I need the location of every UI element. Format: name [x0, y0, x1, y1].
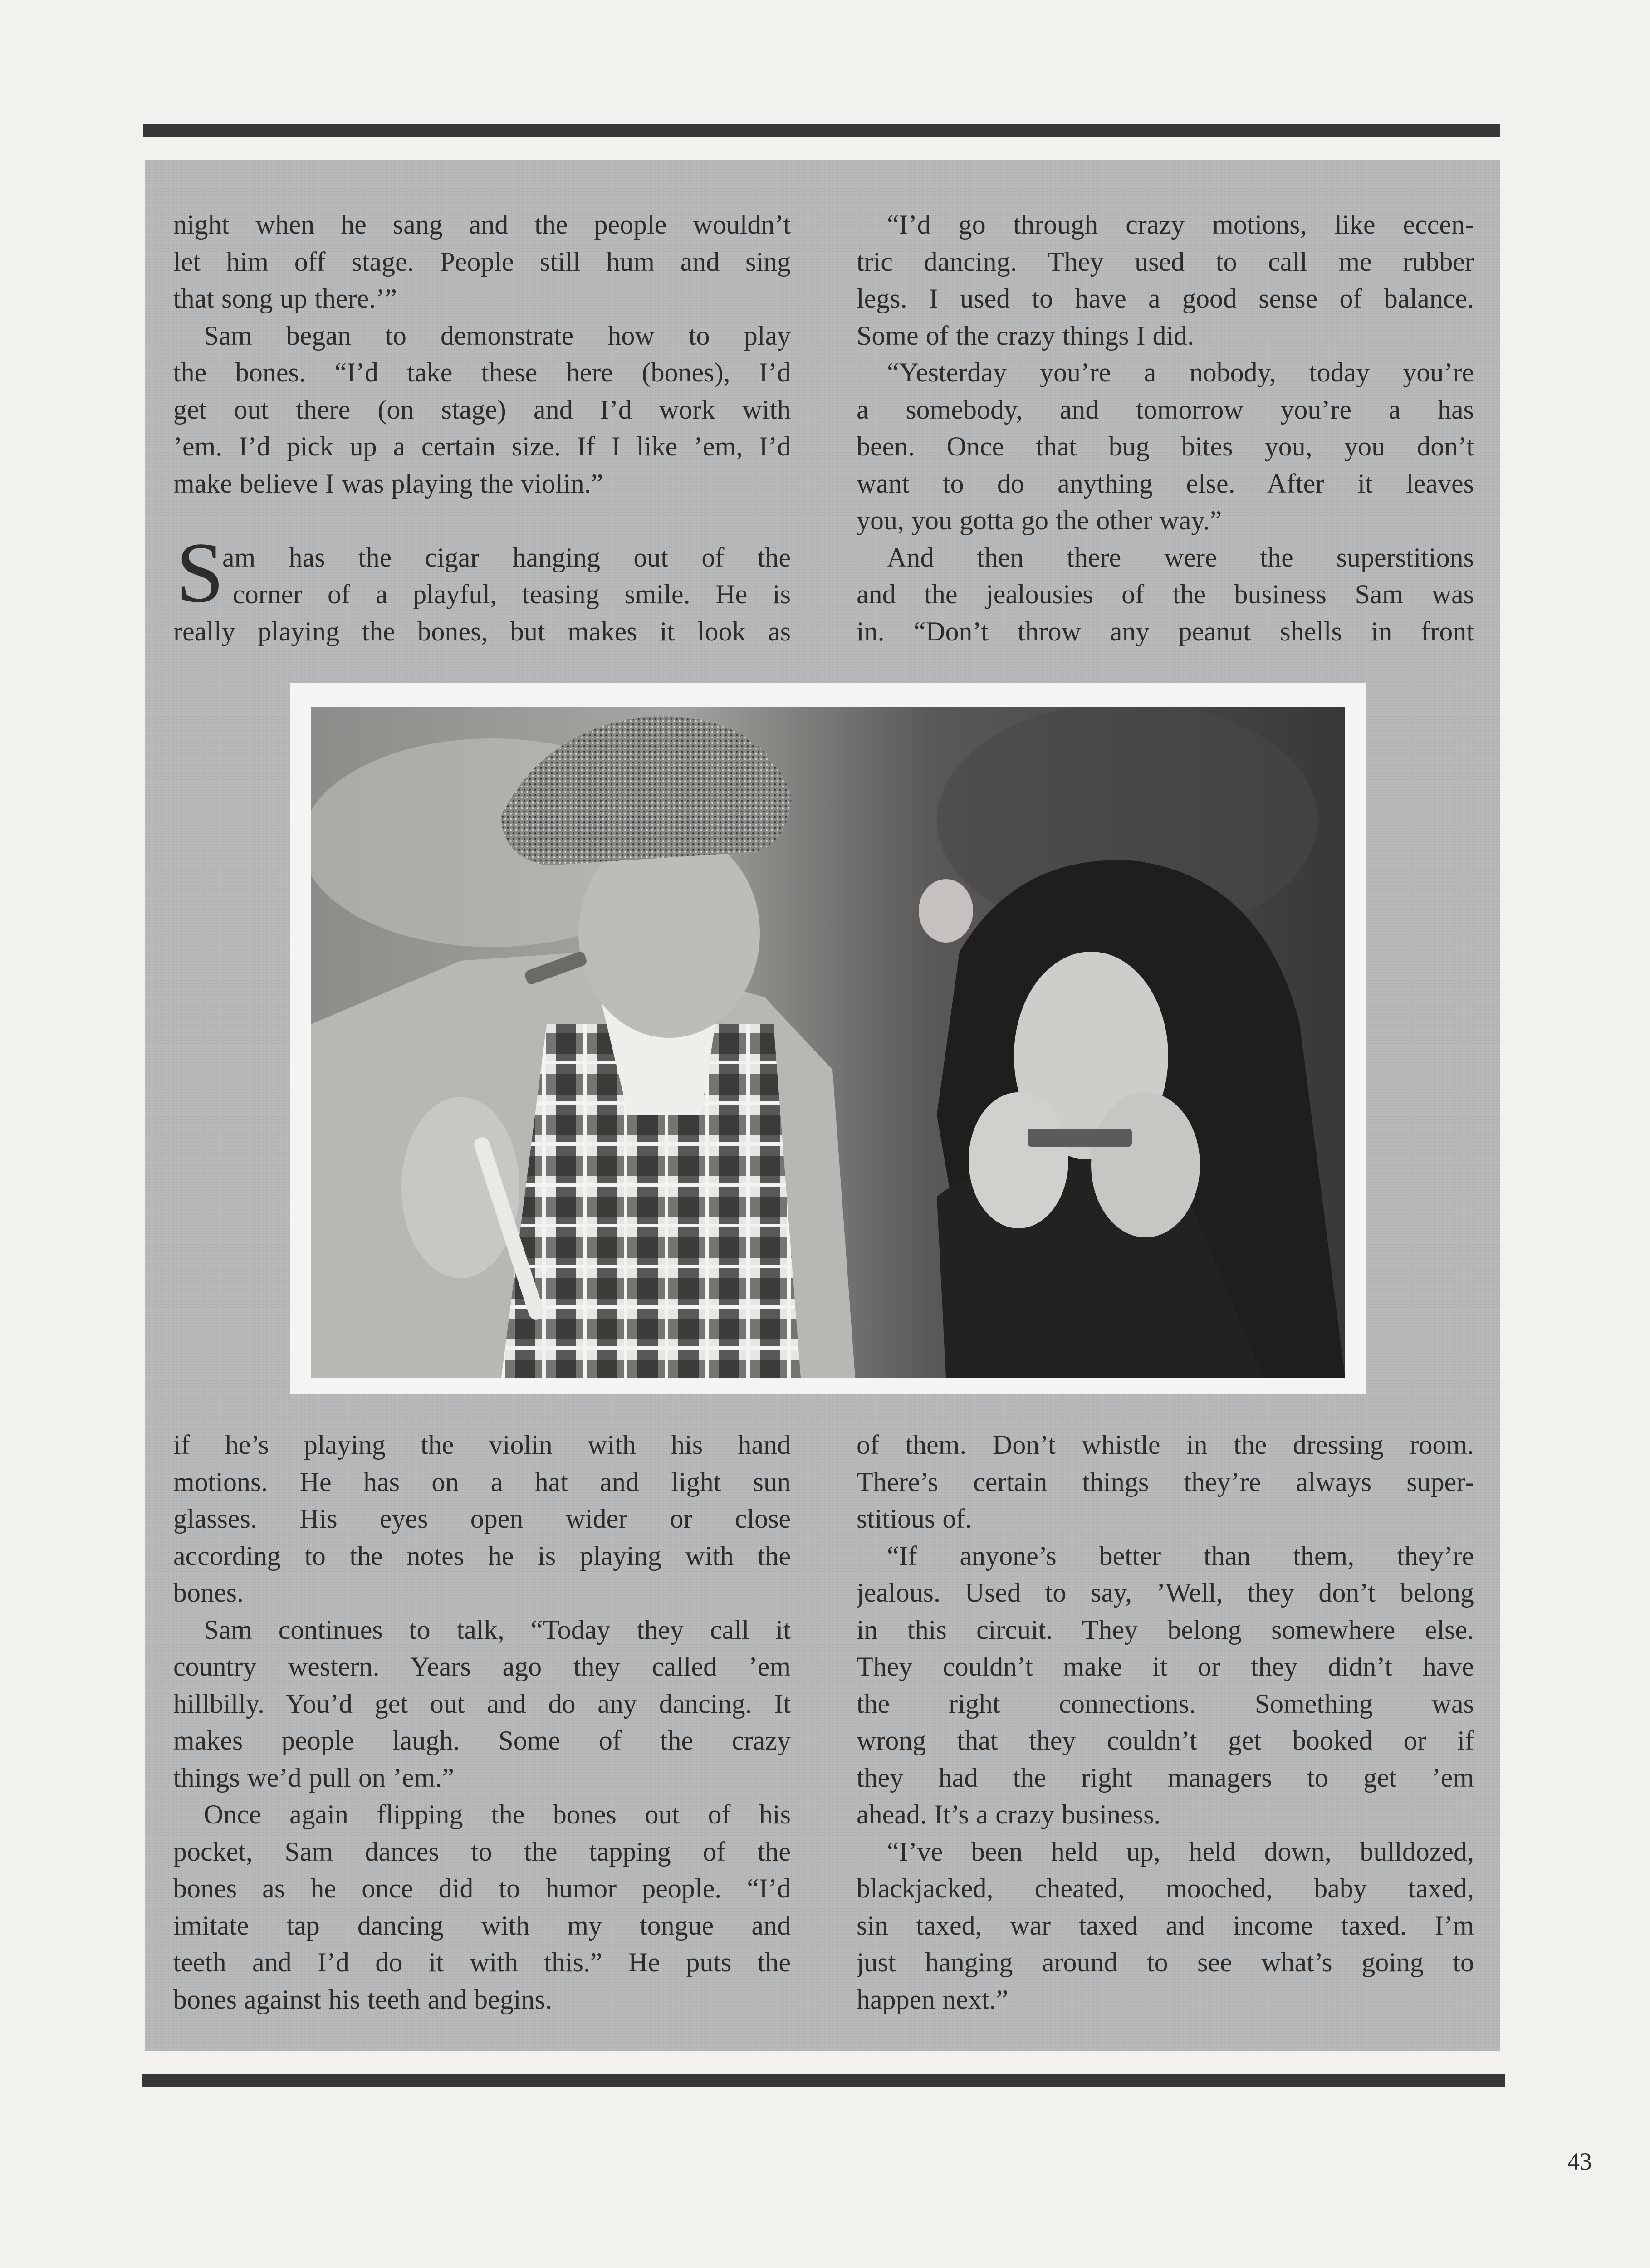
text-line: in this circuit. They belong somewhere else. — [857, 1614, 1474, 1645]
text-line: according to the notes he is playing with the — [173, 1540, 791, 1571]
text-line: let him off stage. People still hum and sing — [173, 246, 791, 277]
text-line: Some of the crazy things I did. — [857, 320, 1195, 351]
text-line: make believe I was playing the violin.” — [173, 468, 603, 499]
text-line: of them. Don’t whistle in the dressing room. — [857, 1430, 1474, 1460]
text-line: the bones. “I’d take these here (bones), I’d — [173, 357, 791, 387]
column-left-top — [173, 206, 791, 650]
text-line: really playing the bones, but makes it look as — [173, 616, 791, 646]
photo — [311, 707, 1345, 1378]
text-line: am has the cigar hanging out of the — [222, 542, 791, 572]
text-line: “Yesterday you’re a nobody, today you’re — [887, 357, 1474, 387]
text-line: if he’s playing the violin with his hand — [173, 1430, 791, 1460]
text-line: sin taxed, war taxed and income taxed. I’m — [857, 1910, 1474, 1941]
text-line: stitious of. — [857, 1504, 972, 1534]
text-line: ahead. It’s a crazy business. — [857, 1799, 1161, 1829]
text-line: in. “Don’t throw any peanut shells in front — [857, 616, 1474, 646]
text-line: tric dancing. They used to call me rubber — [857, 246, 1474, 277]
text-line: happen next.” — [857, 1984, 1009, 2014]
text-line: get out there (on stage) and I’d work with — [173, 394, 791, 425]
top-rule — [143, 124, 1500, 137]
text-line: the right connections. Something was — [857, 1688, 1474, 1719]
text-line: bones against his teeth and begins. — [173, 1984, 552, 2014]
text-line: corner of a playful, teasing smile. He is — [233, 579, 791, 609]
text-line: They couldn’t make it or they didn’t have — [857, 1652, 1474, 1681]
text-line: teeth and I’d do it with this.” He puts the — [173, 1947, 791, 1977]
text-line: been. Once that bug bites you, you don’t — [857, 431, 1474, 461]
text-line: wrong that they couldn’t get booked or if — [857, 1725, 1474, 1755]
drop-cap: S — [176, 525, 224, 621]
text-line: legs. I used to have a good sense of balance. — [857, 284, 1474, 313]
text-line: makes people laugh. Some of the crazy — [173, 1725, 791, 1755]
photo-illustration — [311, 707, 1345, 1378]
column-left-bottom — [173, 1427, 791, 2018]
text-line: night when he sang and the people wouldn’t — [173, 210, 791, 240]
girl-hand-left — [969, 1092, 1068, 1228]
text-line: “If anyone’s better than them, they’re — [887, 1540, 1474, 1571]
text-line: bones. — [173, 1578, 244, 1608]
text-line: imitate tap dancing with my tongue and — [173, 1910, 791, 1941]
text-line: There’s certain things they’re always super- — [857, 1466, 1474, 1497]
text-line: pocket, Sam dances to the tapping of the — [173, 1836, 791, 1867]
text-line: they had the right managers to get ’em — [857, 1762, 1474, 1793]
text-line: glasses. His eyes open wider or close — [173, 1504, 791, 1534]
text-line: you, you gotta go the other way.” — [857, 505, 1222, 535]
text-line: want to do anything else. After it leaves — [857, 468, 1474, 499]
text-line: things we’d pull on ’em.” — [173, 1762, 454, 1793]
text-line: country western. Years ago they called ’em — [173, 1652, 791, 1681]
paragraph-gap — [173, 502, 791, 539]
page-number: 43 — [1567, 2148, 1592, 2175]
text-line: jealous. Used to say, ’Well, they don’t belong — [857, 1578, 1474, 1608]
text-line: Once again flipping the bones out of his — [204, 1799, 791, 1829]
text-line: And then there were the superstitions — [887, 542, 1474, 572]
text-line: that song up there.’” — [173, 284, 397, 313]
text-line: bones as he once did to humor people. “I’d — [173, 1873, 791, 1903]
text-line: hillbilly. You’d get out and do any dancing. It — [173, 1688, 791, 1719]
text-line: a somebody, and tomorrow you’re a has — [857, 394, 1474, 425]
text-line: “I’d go through crazy motions, like eccen- — [887, 210, 1474, 240]
girl-hand-right — [1091, 1092, 1200, 1237]
text-line: and the jealousies of the business Sam was — [857, 579, 1474, 609]
column-right-bottom — [857, 1427, 1474, 2018]
text-line: “I’ve been held up, held down, bulldozed, — [887, 1836, 1474, 1867]
harmonica — [1028, 1129, 1132, 1147]
text-line: Sam continues to talk, “Today they call it — [204, 1614, 791, 1645]
text-line: ’em. I’d pick up a certain size. If I like ’em, I’d — [173, 431, 791, 461]
text-line: Sam began to demonstrate how to play — [204, 320, 791, 351]
text-line: just hanging around to see what’s going to — [857, 1947, 1474, 1977]
column-right-top — [857, 206, 1474, 650]
bottom-rule — [142, 2074, 1505, 2087]
text-line: blackjacked, cheated, mooched, baby taxed, — [857, 1873, 1474, 1903]
text-line: motions. He has on a hat and light sun — [173, 1466, 791, 1497]
